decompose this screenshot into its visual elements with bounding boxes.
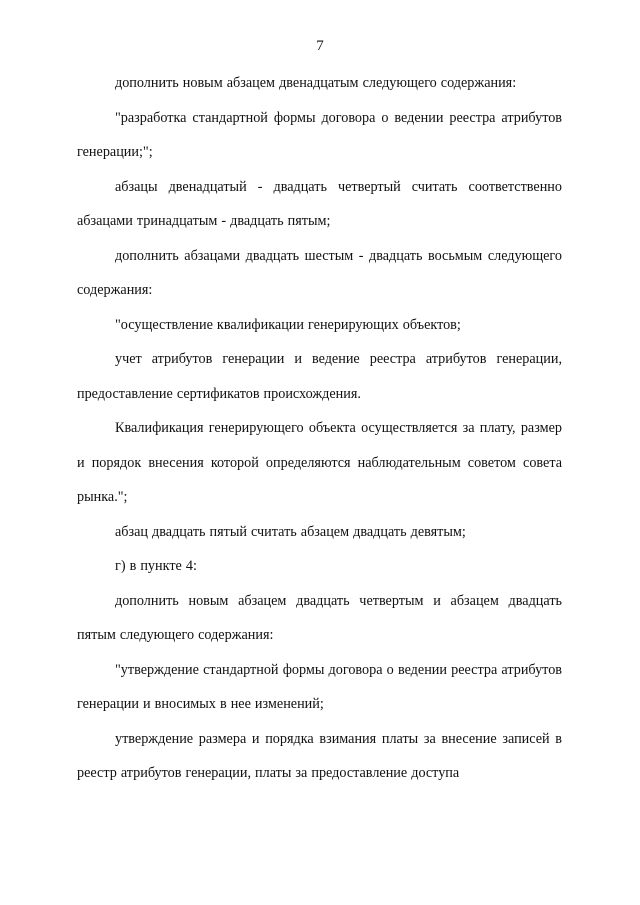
document-body xyxy=(77,66,562,791)
paragraph: дополнить новым абзацем двадцать четвертым и абзацем двадцать пятым следующего содержания: xyxy=(77,592,562,643)
paragraph: учет атрибутов генерации и ведение реестра атрибутов генерации, предоставление сертификатов происхождения. xyxy=(77,351,562,402)
paragraph: дополнить абзацами двадцать шестым - двадцать восьмым следующего содержания: xyxy=(77,247,562,298)
paragraph: "утверждение стандартной формы договора о ведении реестра атрибутов генерации и вносимых в нее изменений; xyxy=(77,661,562,712)
paragraph: г) в пункте 4: xyxy=(115,558,197,574)
page-number: 7 xyxy=(316,38,324,54)
paragraph: абзацы двенадцатый - двадцать четвертый считать соответственно абзацами тринадцатым - двадцать пятым; xyxy=(77,178,562,229)
paragraph: "осуществление квалификации генерирующих объектов; xyxy=(115,316,461,333)
paragraph: Квалификация генерирующего объекта осуществляется за плату, размер и порядок внесения которой определяются наблюдательным советом совета рынка."; xyxy=(77,420,562,505)
paragraph: дополнить новым абзацем двенадцатым следующего содержания: xyxy=(115,75,517,91)
paragraph: утверждение размера и порядка взимания платы за внесение записей в реестр атрибутов генерации, платы за предоставление доступа xyxy=(77,730,562,781)
paragraph: абзац двадцать пятый считать абзацем двадцать девятым; xyxy=(115,523,466,540)
paragraph: "разработка стандартной формы договора о ведении реестра атрибутов генерации;"; xyxy=(77,109,562,160)
